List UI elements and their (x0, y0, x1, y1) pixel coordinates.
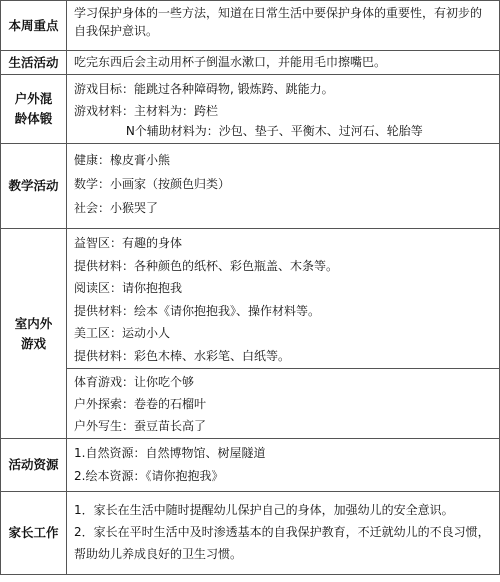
text-line: 学习保护身体的一些方法，知道在日常生活中要保护身体的重要性，有初步的 (74, 6, 483, 20)
text-line: N个辅助材料为：沙包、垫子、平衡木、过河石、轮胎等 (74, 124, 423, 138)
text-line: 2．家长在平时生活中及时渗透基本的自我保护教育，不迁就幼儿的不良习惯， (74, 525, 490, 539)
text-line: 2.绘本资源：《请你抱抱我》 (74, 469, 224, 483)
row-parent-work (1, 492, 500, 575)
content-learning-areas (67, 229, 500, 369)
row-activity-resources (1, 439, 500, 492)
content-teaching-activity (67, 144, 500, 229)
text-line: 美工区：运动小人 (74, 326, 171, 340)
label-activity-resources: 活动资源 (1, 439, 67, 492)
label-line: 户外混 (14, 91, 53, 106)
label-outdoor-exercise (1, 75, 67, 144)
text-line: 1.自然资源：自然博物馆、树屋隧道 (74, 446, 266, 460)
text-line: 户外探索：卷卷的石榴叶 (74, 397, 207, 411)
row-outdoor-exercise (1, 75, 500, 144)
text-line: 游戏材料：主材料为：跨栏 (74, 104, 219, 118)
content-weekly-focus (67, 1, 500, 51)
text-line: 健康：橡皮膏小熊 (74, 153, 171, 167)
row-weekly-focus (1, 1, 500, 51)
text-line: 1．家长在生活中随时提醒幼儿保护自己的身体，加强幼儿的安全意识。 (74, 503, 454, 517)
label-line: 龄体锻 (14, 111, 53, 126)
text-line: 帮助幼儿养成良好的卫生习惯。 (74, 547, 243, 561)
row-life-activity (1, 51, 500, 75)
text-line: 吃完东西后会主动用杯子倒温水漱口，并能用毛巾擦嘴巴。 (74, 55, 387, 69)
content-outdoor-exercise (67, 75, 500, 144)
text-line: 社会：小猴哭了 (74, 201, 159, 215)
text-line: 自我保护意识。 (74, 24, 159, 38)
text-line: 提供材料：绘本《请你抱抱我》、操作材料等。 (74, 303, 321, 318)
row-indoor-outdoor-games-areas (1, 229, 500, 369)
text-line: 益智区：有趣的身体 (74, 236, 183, 250)
text-line: 数学：小画家（按颜色归类） (74, 177, 231, 191)
text-line: 阅读区：请你抱抱我 (74, 281, 183, 295)
text-line: 户外写生：蚕豆苗长高了 (74, 419, 207, 433)
content-parent-work (67, 492, 500, 575)
label-life-activity: 生活活动 (1, 51, 67, 75)
label-line: 游戏 (20, 335, 46, 351)
label-indoor-outdoor-games (1, 229, 67, 439)
row-indoor-outdoor-games-outdoor (1, 369, 500, 439)
text-line: 体育游戏：让你吃个够 (74, 375, 195, 389)
label-line: 室内外 (14, 315, 53, 331)
text-line: 提供材料：彩色木棒、水彩笔、白纸等。 (74, 348, 291, 363)
content-activity-resources (67, 439, 500, 492)
label-parent-work: 家长工作 (1, 492, 67, 575)
label-teaching-activity: 教学活动 (1, 144, 67, 229)
text-line: 游戏目标：能跳过各种障碍物, 锻炼跨、跳能力。 (74, 82, 334, 96)
row-teaching-activity (1, 144, 500, 229)
label-weekly-focus: 本周重点 (1, 1, 67, 51)
content-life-activity (67, 51, 500, 75)
content-outdoor-games (67, 369, 500, 439)
text-line: 提供材料：各种颜色的纸杯、彩色瓶盖、木条等。 (74, 258, 339, 273)
